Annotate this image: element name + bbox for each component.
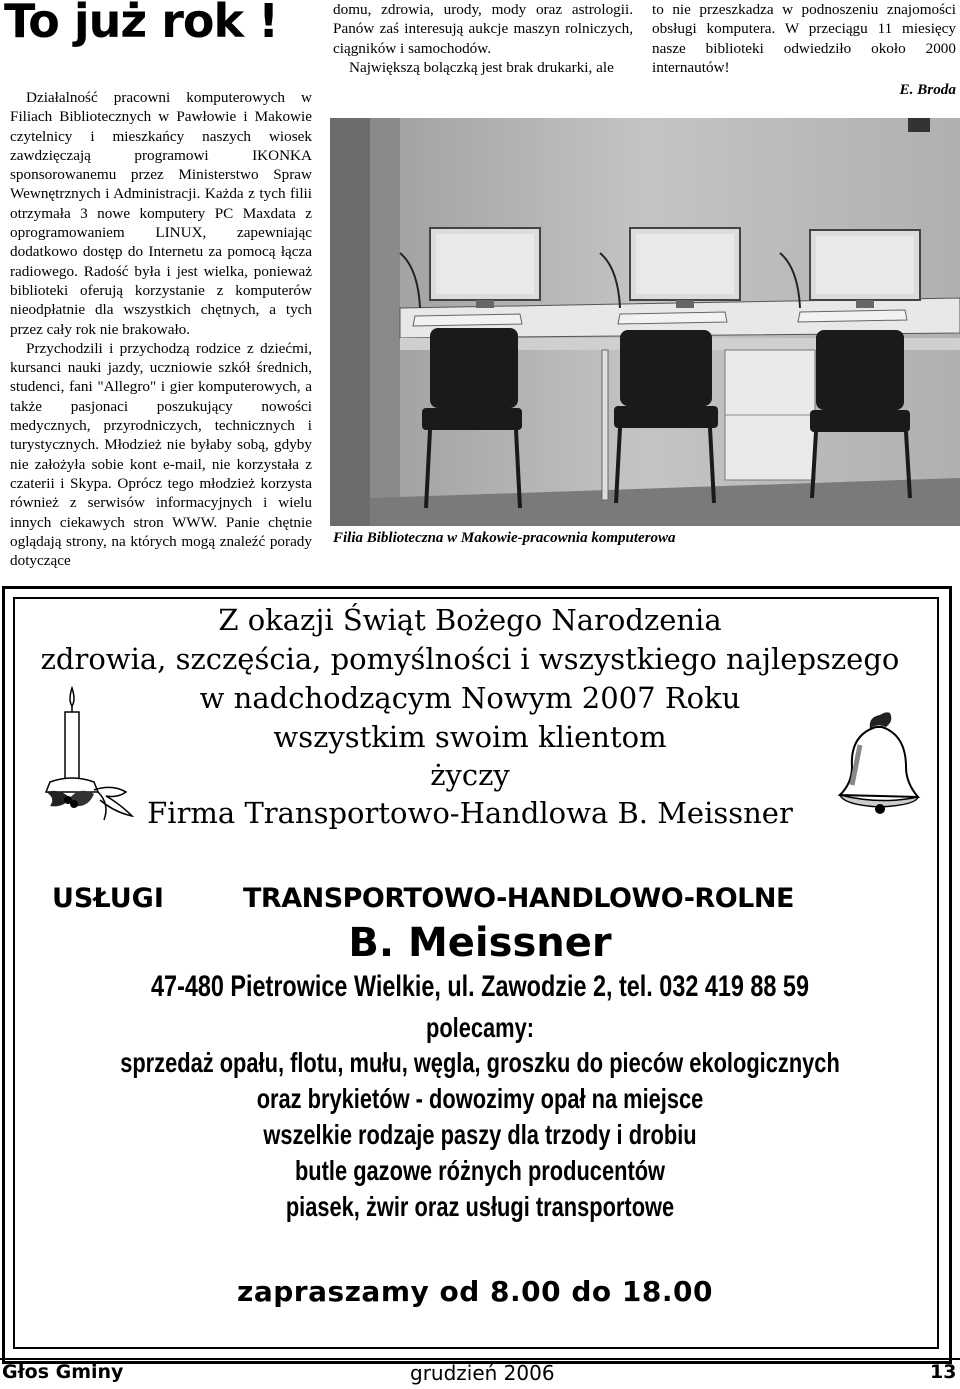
company-name: B. Meissner xyxy=(348,920,612,966)
recommend-label: polecamy: xyxy=(425,1012,535,1043)
article-column-2 xyxy=(333,0,633,77)
offer-line: oraz brykietów - dowozimy opał na miejsce xyxy=(256,1083,704,1114)
computer-lab-photo xyxy=(330,118,960,526)
greeting-line: Z okazji Świąt Bożego Narodzenia xyxy=(218,603,722,637)
christmas-candle-icon xyxy=(40,680,140,830)
photo-caption: Filia Biblioteczna w Makowie-pracownia komputerowa xyxy=(333,530,676,546)
article-paragraph: to nie przeszkadza w podnoszeniu znajomości obsługi komputera. W przeciągu 11 miesięcy nasze biblioteki odwiedziło około 2000 internautów! xyxy=(652,1,956,76)
greeting-line: wszystkim swoim klientom xyxy=(273,720,667,754)
article-column-3 xyxy=(652,0,956,99)
article-paragraph: Największą bolączką jest brak drukarki, ale xyxy=(349,58,614,76)
christmas-bell-icon xyxy=(830,705,940,815)
footer-publication-name: Głos Gminy xyxy=(2,1361,124,1383)
company-address: 47-480 Pietrowice Wielkie, ul. Zawodzie 2, tel. 032 419 88 59 xyxy=(151,970,809,1003)
article-column-1 xyxy=(10,88,312,570)
article-paragraph: domu, zdrowia, urody, mody oraz astrologii. Panów zaś interesują aukcje maszyn rolniczych, ciągników i samochodów. xyxy=(333,1,633,57)
services-label: USŁUGI xyxy=(52,883,164,914)
opening-hours: zapraszamy od 8.00 do 18.00 xyxy=(237,1275,713,1308)
offer-line: sprzedaż opału, flotu, mułu, węgla, groszku do pieców ekologicznych xyxy=(120,1047,840,1078)
greeting-line: w nadchodzącym Nowym 2007 Roku xyxy=(199,681,741,715)
offer-line: wszelkie rodzaje paszy dla trzody i drobiu xyxy=(263,1119,697,1150)
offer-line: butle gazowe różnych producentów xyxy=(294,1155,666,1186)
footer-divider xyxy=(0,1358,960,1360)
greeting-line: życzy xyxy=(430,758,510,792)
greeting-line: zdrowia, szczęścia, pomyślności i wszystkiego najlepszego xyxy=(40,642,900,676)
article-headline: To już rok ! xyxy=(4,0,279,48)
article-paragraph: Przychodzili i przychodzą rodzice z dziećmi, kursanci nauki jazdy, uczniowie szkół średnich, studenci, fani "Allegro" i gier komputerowych, a także pasjonaci poszukujący nowości medycznych, przyrodniczych, technicznych i turystycznych. Młodzież nie byłaby sobą, gdyby nie założyła sobie kont e-mail, nie korzystała z czaterii i Skypa. Oprócz tego młodzież korzysta również z serwisów informacyjnych i wielu innych ciekawych stron WWW. Panie chętnie oglądają strony, na których mogą znaleźć porady dotyczące xyxy=(10,339,312,570)
services-title: TRANSPORTOWO-HANDLOWO-ROLNE xyxy=(243,883,794,914)
article-signature: E. Broda xyxy=(899,81,956,99)
footer-issue-date: grudzień 2006 xyxy=(410,1361,555,1385)
footer-page-number: 13 xyxy=(930,1361,957,1383)
greeting-line: Firma Transportowo-Handlowa B. Meissner xyxy=(147,796,793,830)
article-paragraph: Działalność pracowni komputerowych w Filiach Bibliotecznych w Pawłowie i Makowie czytelnicy i mieszkańcy naszych wiosek zawdzięczają programowi IKONKA sponsorowanemu przez Ministerstwo Spraw Wewnętrznych i Administracji. Każda z tych filii otrzymała 3 nowe komputery PC Maxdata z oprogramowaniem LINUX, zapewniając dodatkowo dostęp do Internetu za pomocą łącza radiowego. Radość była i jest wielka, ponieważ biblioteki oferują korzystanie z komputerów nieodpłatnie dla wszystkich chętnych, a tych przez cały rok nie brakowało. xyxy=(10,89,312,338)
offer-line: piasek, żwir oraz usługi transportowe xyxy=(285,1191,675,1222)
